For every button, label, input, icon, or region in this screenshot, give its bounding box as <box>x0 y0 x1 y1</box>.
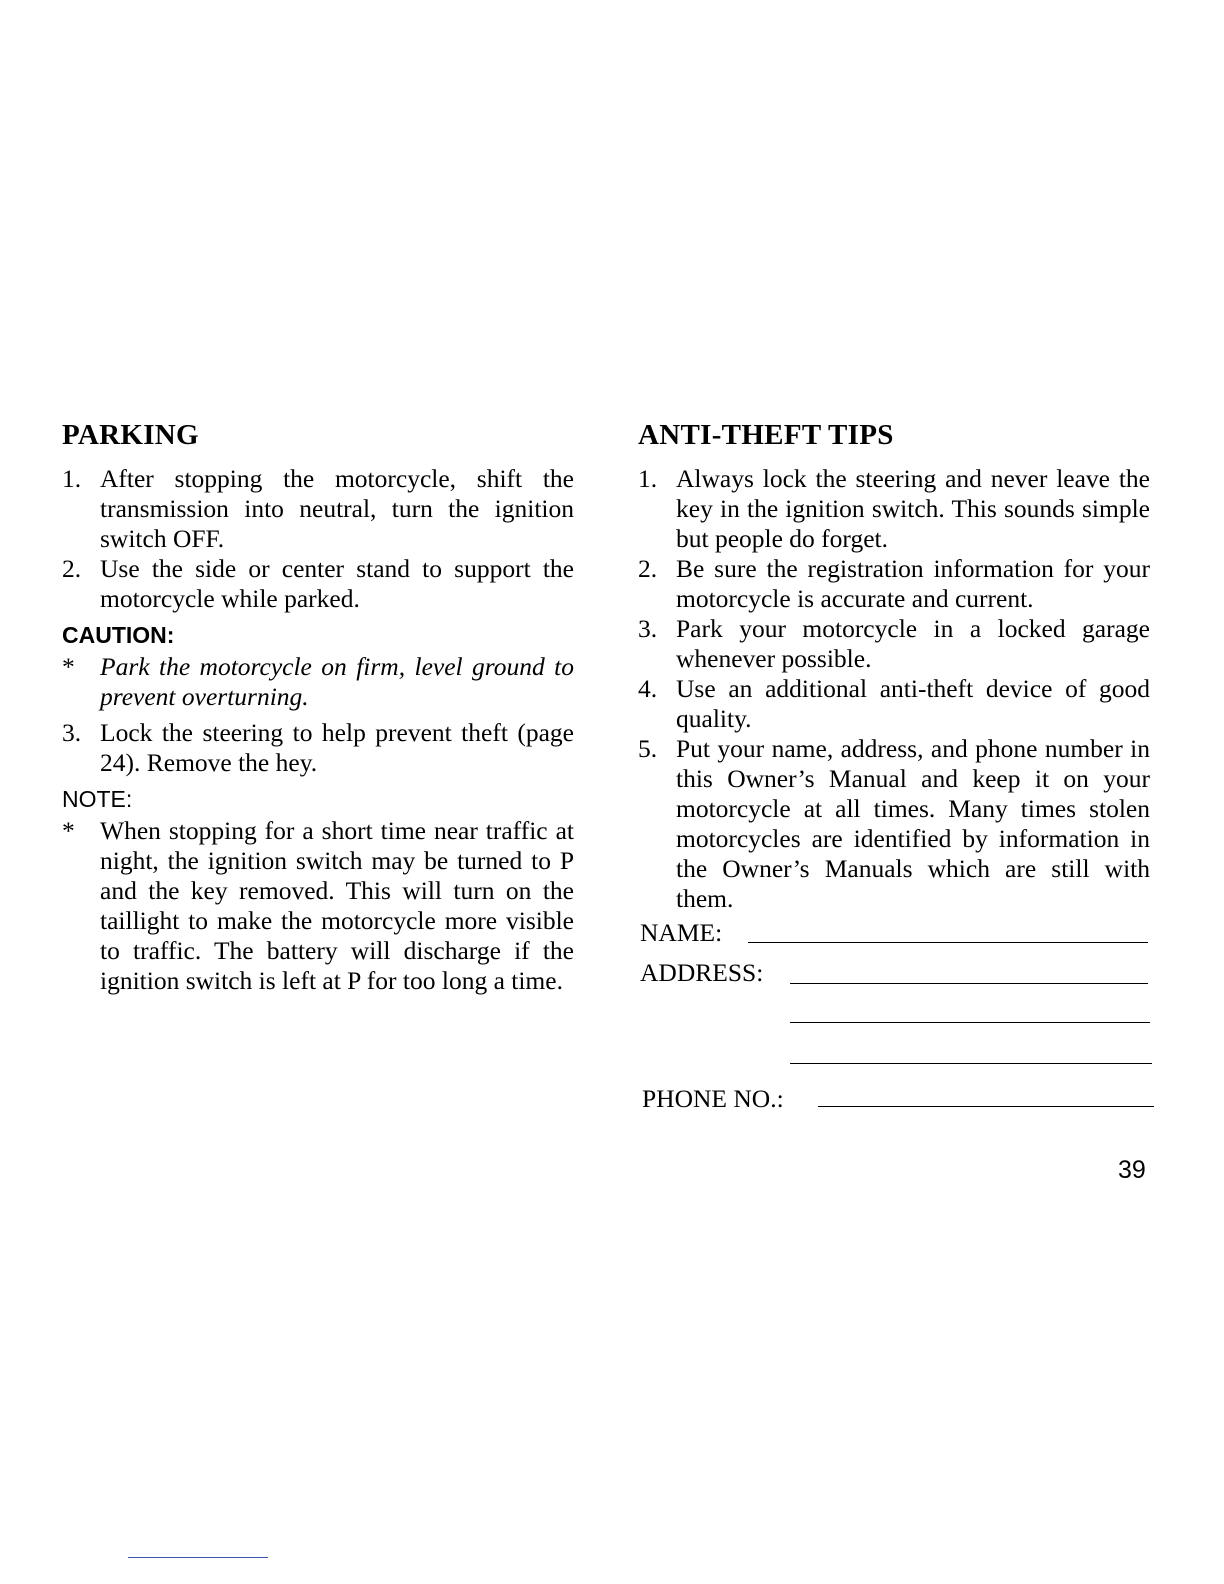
page-number: 39 <box>1118 1156 1146 1184</box>
tip-2: 2. Be sure the registration information for your motorcycle is accurate and current. <box>638 554 1150 613</box>
phone-row <box>642 1084 784 1114</box>
tip-1: 1. Always lock the steering and never leave the key in the ignition switch. This sounds simple but people do forget. <box>638 464 1150 553</box>
address-field-line-3[interactable] <box>790 1063 1152 1064</box>
phone-label: PHONE NO.: <box>642 1084 784 1113</box>
name-field-line[interactable] <box>748 942 1148 943</box>
address-row <box>640 958 763 988</box>
phone-field-line[interactable] <box>818 1106 1154 1107</box>
caution-item: * Park the motorcycle on firm, level ground to prevent overturning. <box>62 652 574 711</box>
note-label: NOTE: <box>62 786 133 812</box>
parking-section <box>62 418 574 996</box>
name-row <box>640 918 722 948</box>
parking-step-3: 3. Lock the steering to help prevent theft (page 24). Remove the hey. <box>62 718 574 777</box>
tip-3: 3. Park your motorcycle in a locked garage whenever possible. <box>638 614 1150 673</box>
address-field-line-2[interactable] <box>790 1022 1150 1023</box>
address-label: ADDRESS: <box>640 958 764 987</box>
parking-heading: PARKING <box>62 419 199 451</box>
address-field-line-1[interactable] <box>790 983 1148 984</box>
anti-theft-section <box>638 418 1150 914</box>
name-label: NAME: <box>640 918 723 947</box>
parking-step-2: 2. Use the side or center stand to support the motorcycle while parked. <box>62 554 574 613</box>
caution-label: CAUTION: <box>62 622 175 648</box>
anti-theft-heading: ANTI-THEFT TIPS <box>638 419 894 451</box>
tip-4: 4. Use an additional anti-theft device of good quality. <box>638 674 1150 733</box>
tip-5: 5. Put your name, address, and phone number in this Owner’s Manual and keep it on your motorcycle at all times. Many times stolen motorcycles are identified by information in the Owner’s Manuals which are still with them. <box>638 734 1150 913</box>
parking-step-1: 1. After stopping the motorcycle, shift the transmission into neutral, turn the ignition switch OFF. <box>62 464 574 553</box>
footer-rule <box>128 1557 268 1558</box>
note-item: * When stopping for a short time near traffic at night, the ignition switch may be turned to P and the key removed. This will turn on the taillight to make the motorcycle more visible to traffic. The battery will discharge if the ignition switch is left at P for too long a time. <box>62 816 574 995</box>
